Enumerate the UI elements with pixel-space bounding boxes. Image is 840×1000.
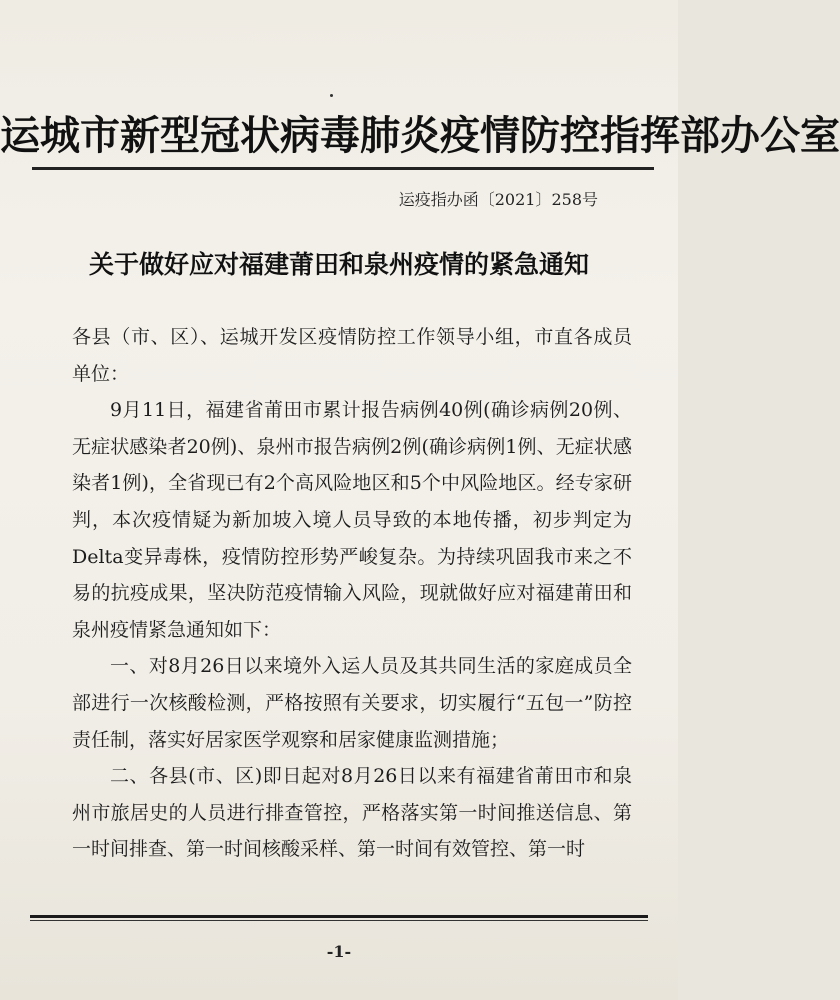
issuer-header: 运城市新型冠状病毒肺炎疫情防控指挥部办公室 (0, 112, 840, 159)
paragraph-item-2: 二、各县(市、区)即日起对8月26日以来有福建省莆田市和泉州市旅居史的人员进行排查管控，严格落实第一时间推送信息、第一时间排查、第一时间核酸采样、第一时间有效管控、第一时 (72, 765, 632, 861)
footer-divider-thin (30, 920, 648, 921)
footer-divider-thick (30, 915, 648, 918)
scan-speck (330, 94, 333, 97)
header-divider (32, 167, 654, 170)
page-number: -1- (326, 942, 352, 961)
document-number: 运疫指办函〔2021〕258号 (398, 190, 598, 209)
document-body (72, 319, 632, 868)
paragraph-item-1: 一、对8月26日以来境外入运人员及其共同生活的家庭成员全部进行一次核酸检测，严格按照有关要求，切实履行“五包一”防控责任制，落实好居家医学观察和居家健康监测措施； (72, 655, 632, 751)
paragraph-intro: 9月11日，福建省莆田市累计报告病例40例(确诊病例20例、无症状感染者20例)、泉州市报告病例2例(确诊病例1例、无症状感染者1例)，全省现已有2个高风险地区和5个中风险地区。经专家研判，本次疫情疑为新加坡入境人员导致的本地传播，初步判定为Delta变异毒株，疫情防控形势严峻复杂。为持续巩固我市来之不易的抗疫成果，坚决防范疫情输入风险，现就做好应对福建莆田和泉州疫情紧急通知如下： (72, 399, 632, 641)
notice-title: 关于做好应对福建莆田和泉州疫情的紧急通知 (88, 250, 589, 279)
salutation: 各县（市、区）、运城开发区疫情防控工作领导小组，市直各成员单位： (72, 326, 632, 385)
